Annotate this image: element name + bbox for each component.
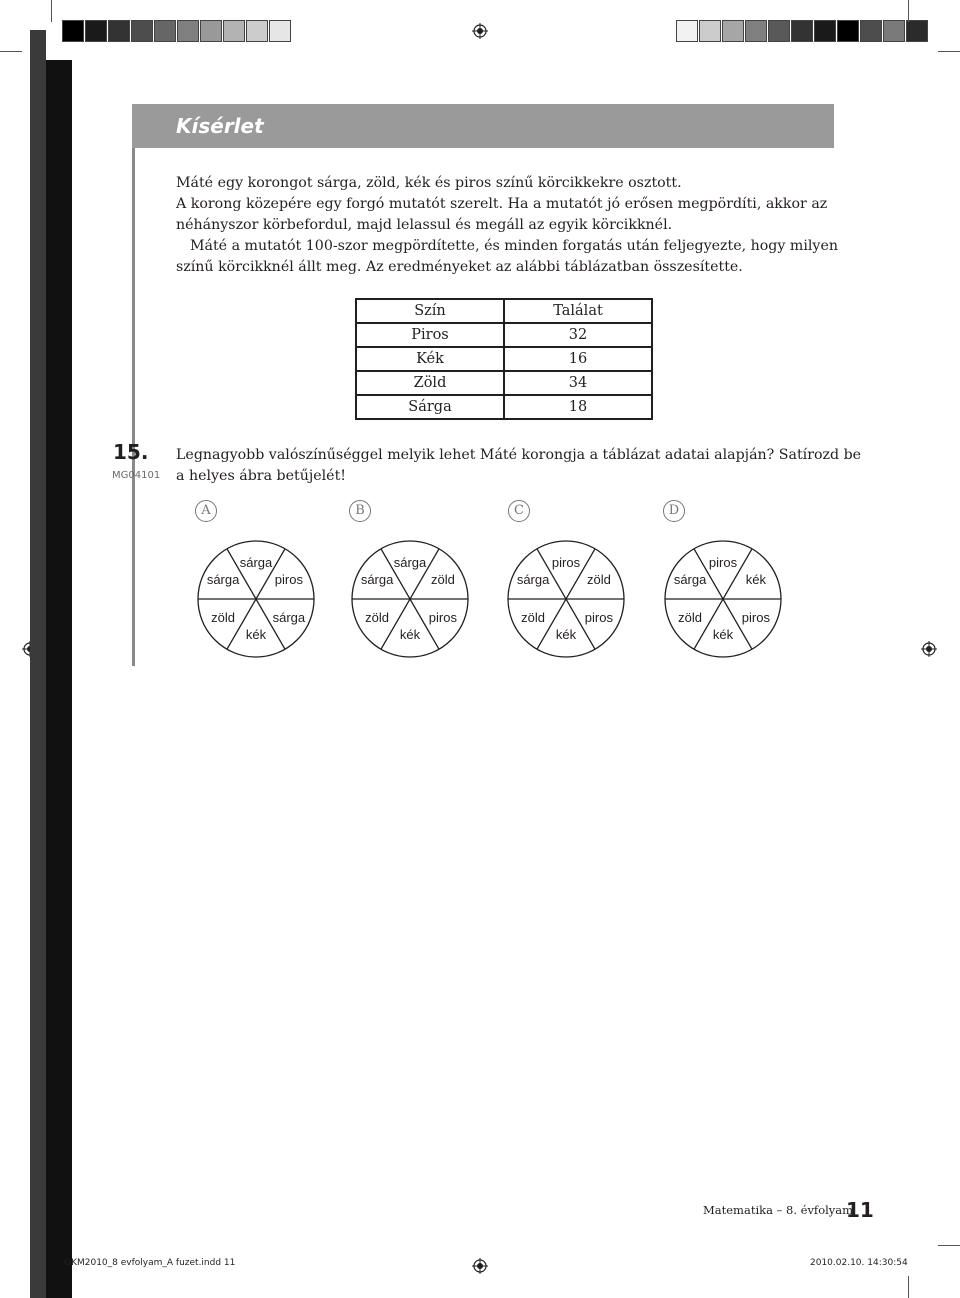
color-swatch — [177, 20, 199, 42]
section-title: Kísérlet — [176, 114, 264, 138]
task-number: 15. — [113, 440, 149, 464]
sector-label: sárga — [272, 610, 306, 625]
page-edge-bar — [30, 30, 46, 1298]
color-swatch — [62, 20, 84, 42]
sector-label: sárga — [239, 555, 273, 570]
section-header — [132, 104, 834, 148]
color-swatch — [814, 20, 836, 42]
crop-mark — [938, 51, 960, 52]
color-swatch — [768, 20, 790, 42]
sector-label: zöld — [586, 572, 611, 587]
spinner-disk-b — [348, 537, 472, 661]
footer-subject: Matematika – 8. évfolyam — [703, 1203, 854, 1217]
question-line: a helyes ábra betűjelét! — [176, 468, 346, 484]
sector-label: piros — [584, 610, 613, 625]
table-row — [356, 395, 652, 419]
sector-label: piros — [708, 555, 738, 570]
color-swatch — [269, 20, 291, 42]
spinner-disk-d — [661, 537, 785, 661]
sector-label: kék — [245, 627, 267, 642]
color-swatch — [246, 20, 268, 42]
intro-line: néhányszor körbefordul, majd lelassul és megáll az egyik körcikknél. — [176, 217, 673, 233]
registration-mark-icon — [921, 641, 937, 657]
table-cell-count: 16 — [504, 347, 652, 371]
sector-label: zöld — [430, 572, 455, 587]
results-table — [355, 298, 653, 420]
color-swatch — [131, 20, 153, 42]
task-code: MG04101 — [112, 470, 161, 481]
table-cell-color: Piros — [356, 323, 504, 347]
intro-line: Máté egy korongot sárga, zöld, kék és piros színű körcikkekre osztott. — [176, 175, 682, 191]
sector-label: piros — [741, 610, 770, 625]
color-swatch — [837, 20, 859, 42]
color-swatch — [676, 20, 698, 42]
grayscale-bar-right — [676, 20, 929, 42]
option-letter-c[interactable]: C — [508, 500, 530, 522]
section-rule — [132, 148, 135, 666]
spinner-disk-c — [504, 537, 628, 661]
spinner-disk-a — [194, 537, 318, 661]
sector-label: zöld — [521, 610, 546, 625]
slug-file: OKM2010_8 evfolyam_A fuzet.indd 11 — [64, 1258, 236, 1268]
sector-label: piros — [274, 572, 303, 587]
sector-label: sárga — [393, 555, 427, 570]
sector-label: piros — [551, 555, 581, 570]
table-row — [356, 323, 652, 347]
table-header-row — [356, 299, 652, 323]
sector-label: sárga — [360, 572, 394, 587]
table-cell-color: Kék — [356, 347, 504, 371]
intro-line: színű körcikknél állt meg. Az eredményeket az alábbi táblázatban összesítette. — [176, 259, 743, 275]
option-letter-d[interactable]: D — [663, 500, 685, 522]
color-swatch — [223, 20, 245, 42]
color-swatch — [154, 20, 176, 42]
sector-label: zöld — [365, 610, 390, 625]
sector-label: zöld — [211, 610, 236, 625]
sector-label: kék — [712, 627, 734, 642]
crop-mark — [938, 1245, 960, 1246]
sector-label: zöld — [678, 610, 703, 625]
table-row — [356, 347, 652, 371]
table-header-cell: Találat — [504, 299, 652, 323]
sector-label: sárga — [516, 572, 550, 587]
color-swatch — [200, 20, 222, 42]
sector-label: kék — [745, 572, 767, 587]
page-number: 11 — [846, 1198, 874, 1222]
color-swatch — [745, 20, 767, 42]
grayscale-bar-left — [62, 20, 292, 42]
crop-mark — [51, 0, 52, 22]
color-swatch — [791, 20, 813, 42]
sector-label: kék — [555, 627, 577, 642]
sector-label: piros — [428, 610, 457, 625]
color-swatch — [883, 20, 905, 42]
table-header-cell: Szín — [356, 299, 504, 323]
sector-label: sárga — [206, 572, 240, 587]
table-row — [356, 371, 652, 395]
option-letter-b[interactable]: B — [349, 500, 371, 522]
intro-line: Máté a mutatót 100-szor megpördítette, és minden forgatás után feljegyezte, hogy milyen — [190, 238, 838, 254]
question-line: Legnagyobb valószínűséggel melyik lehet Máté korongja a táblázat adatai alapján? Satírozd be — [176, 447, 862, 463]
color-swatch — [906, 20, 928, 42]
slug-date: 2010.02.10. 14:30:54 — [810, 1258, 908, 1268]
crop-mark — [908, 0, 909, 22]
registration-mark-icon — [472, 23, 488, 39]
color-swatch — [699, 20, 721, 42]
table-cell-count: 18 — [504, 395, 652, 419]
option-letter-a[interactable]: A — [195, 500, 217, 522]
crop-mark — [0, 51, 22, 52]
table-cell-color: Sárga — [356, 395, 504, 419]
table-cell-color: Zöld — [356, 371, 504, 395]
registration-mark-icon — [472, 1258, 488, 1274]
color-swatch — [722, 20, 744, 42]
color-swatch — [108, 20, 130, 42]
sector-label: sárga — [673, 572, 707, 587]
table-cell-count: 34 — [504, 371, 652, 395]
color-swatch — [860, 20, 882, 42]
intro-line: A korong közepére egy forgó mutatót szerelt. Ha a mutatót jó erősen megpördíti, akkor az — [176, 196, 828, 212]
sector-label: kék — [399, 627, 421, 642]
crop-mark — [908, 1276, 909, 1298]
color-swatch — [85, 20, 107, 42]
table-cell-count: 32 — [504, 323, 652, 347]
page-edge-bar — [46, 60, 72, 1298]
